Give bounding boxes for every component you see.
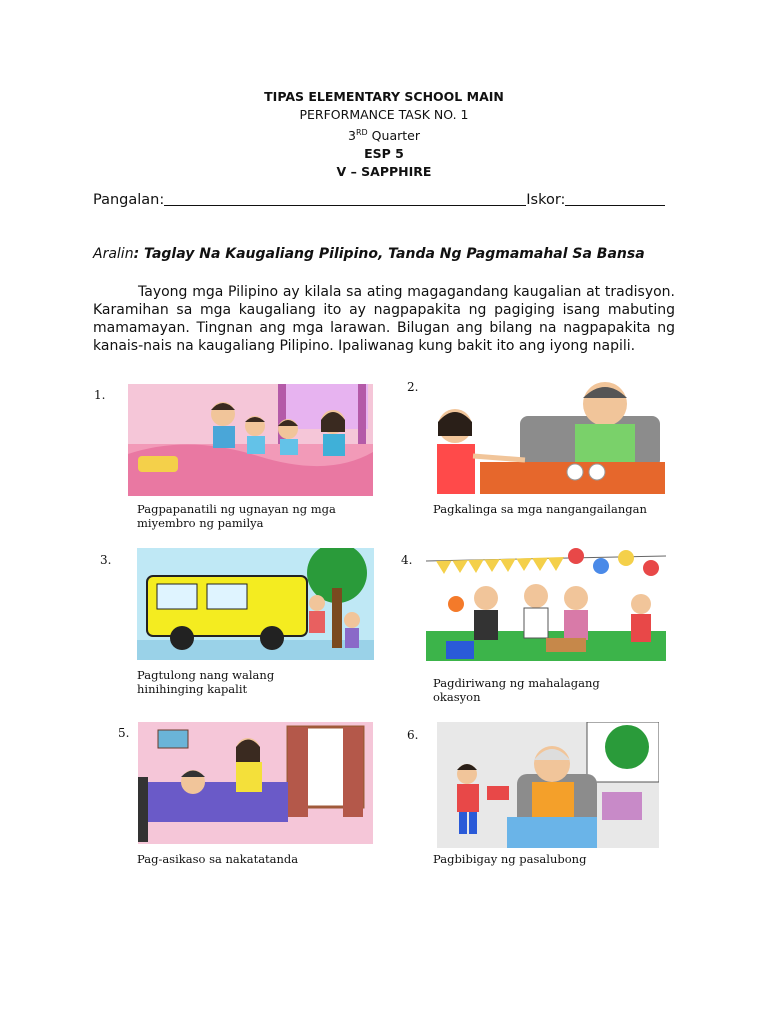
picture-1-family-praying xyxy=(128,384,373,496)
picture-4-caption: Pagdiriwang ng mahalagang okasyon xyxy=(433,676,600,704)
name-field[interactable] xyxy=(164,191,526,206)
lesson-label: Aralin xyxy=(93,246,134,262)
picture-number-5: 5. xyxy=(118,726,130,740)
picture-6-pasalubong xyxy=(437,722,659,848)
picture-5-caption: Pag-asikaso sa nakatatanda xyxy=(137,852,299,866)
picture-5-caring-sick xyxy=(138,722,373,844)
name-score-row xyxy=(93,191,683,208)
task-title: PERFORMANCE TASK NO. 1 xyxy=(299,107,469,122)
picture-number-3: 3. xyxy=(100,553,112,567)
score-field[interactable] xyxy=(565,191,665,206)
picture-number-2: 2. xyxy=(407,380,419,394)
picture-number-4: 4. xyxy=(401,553,413,567)
school-name: TIPAS ELEMENTARY SCHOOL MAIN xyxy=(264,89,504,104)
picture-4-celebration xyxy=(426,546,666,661)
picture-number-1: 1. xyxy=(94,388,106,402)
picture-2-caring-for-elder xyxy=(425,376,670,494)
picture-3-caption: Pagtulong nang walang hinihinging kapalit xyxy=(137,668,275,696)
score-label: Iskor: xyxy=(526,192,566,208)
quarter: 3RD Quarter xyxy=(348,128,420,143)
document-header xyxy=(0,88,768,181)
picture-2-caption: Pagkalinga sa mga nangangailangan xyxy=(433,502,647,516)
section: V – SAPPHIRE xyxy=(336,164,432,179)
picture-1-caption: Pagpapanatili ng ugnayan ng mga miyembro ng pamilya xyxy=(137,502,336,530)
picture-3-helping-jeepney xyxy=(137,548,374,660)
name-label: Pangalan: xyxy=(93,192,165,208)
subject: ESP 5 xyxy=(364,146,404,161)
instructions-paragraph: Tayong mga Pilipino ay kilala sa ating magagandang kaugalian at tradisyon. Karamihan sa mga kaugaliang ito ay nagpapakita ng pagiging isang mabuting mamamayan. Tingnan ang mga larawan. Bilugan ang bilang na nagpapakita ng kanais-nais na kaugaliang Pilipino. Ipaliwanag kung bakit ito ang iyong napili. xyxy=(93,284,675,354)
lesson-title xyxy=(93,246,645,262)
lesson-name: : Taglay Na Kaugaliang Pilipino, Tanda Ng Pagmamahal Sa Bansa xyxy=(133,246,645,262)
picture-number-6: 6. xyxy=(407,728,419,742)
picture-6-caption: Pagbibigay ng pasalubong xyxy=(433,852,587,866)
